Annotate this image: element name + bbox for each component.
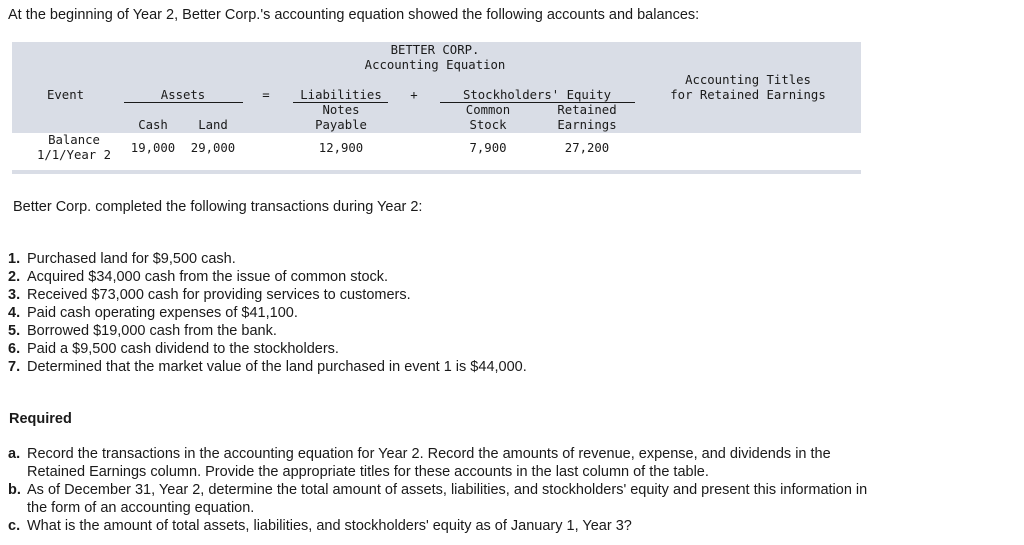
titles-header-line2: for Retained Earnings (670, 88, 826, 102)
item-text-line1: What is the amount of total assets, liabilities, and stockholders' equity as of January 1, Year 3? (27, 518, 632, 534)
cash-header: Cash (138, 118, 168, 132)
retained-earnings-balance: 27,200 (564, 141, 610, 155)
item-text-line1: Record the transactions in the accounting equation for Year 2. Record the amounts of revenue, expense, and dividends in the (27, 446, 831, 462)
row-label-line2: 1/1/Year 2 (36, 148, 112, 162)
land-balance: 29,000 (190, 141, 236, 155)
equity-header: Stockholders' Equity (462, 88, 612, 102)
notes-header-line2: Payable (315, 118, 367, 132)
item-text-line2: Retained Earnings column. Provide the appropriate titles for these accounts in the last column of the table. (27, 464, 709, 480)
row-label-line1: Balance (48, 133, 100, 147)
item-number: 2. (8, 269, 21, 285)
item-text: Paid a $9,500 cash dividend to the stockholders. (27, 341, 339, 357)
list-item (8, 358, 527, 376)
table-title-company: BETTER CORP. (390, 43, 480, 57)
item-text-line2: the form of an accounting equation. (27, 500, 255, 516)
list-item (8, 286, 527, 304)
titles-header-line1: Accounting Titles (685, 73, 811, 87)
table-title-equation: Accounting Equation (364, 58, 506, 72)
common-header-line2: Stock (469, 118, 507, 132)
item-number: 1. (8, 251, 21, 267)
land-header: Land (198, 118, 228, 132)
equals-sign: = (262, 88, 270, 102)
retained-header-line2: Earnings (557, 118, 617, 132)
required-heading: Required (9, 411, 72, 427)
item-number: 7. (8, 359, 21, 375)
item-text: Received $73,000 cash for providing services to customers. (27, 287, 411, 303)
required-item-c (8, 517, 632, 535)
item-number: 4. (8, 305, 21, 321)
transactions-intro: Better Corp. completed the following transactions during Year 2: (13, 199, 423, 215)
list-item (8, 304, 527, 322)
item-text: Purchased land for $9,500 cash. (27, 251, 236, 267)
list-item (8, 322, 527, 340)
item-text: Determined that the market value of the land purchased in event 1 is $44,000. (27, 359, 527, 375)
retained-header-line1: Retained (557, 103, 617, 117)
notes-payable-balance: 12,900 (318, 141, 364, 155)
required-item-a (8, 445, 831, 481)
liabilities-header: Liabilities (300, 88, 382, 102)
plus-sign: + (410, 88, 418, 102)
item-number: 6. (8, 341, 21, 357)
assets-header: Assets (160, 88, 206, 102)
list-item (8, 250, 527, 268)
notes-header-line1: Notes (322, 103, 360, 117)
intro-text: At the beginning of Year 2, Better Corp.'s accounting equation showed the following accounts and balances: (8, 7, 700, 23)
table-bottom-rule (12, 170, 861, 174)
event-header: Event (47, 88, 85, 102)
common-stock-balance: 7,900 (469, 141, 507, 155)
common-header-line1: Common (465, 103, 511, 117)
transactions-list (8, 250, 527, 376)
item-number: 3. (8, 287, 21, 303)
item-number: 5. (8, 323, 21, 339)
item-letter: b. (8, 482, 21, 498)
cash-balance: 19,000 (130, 141, 176, 155)
item-letter: a. (8, 446, 21, 462)
list-item (8, 340, 527, 358)
item-text-line1: As of December 31, Year 2, determine the total amount of assets, liabilities, and stockholders' equity and present this information in (27, 482, 868, 498)
item-text: Paid cash operating expenses of $41,100. (27, 305, 298, 321)
assets-underline (124, 102, 243, 103)
required-item-b (8, 481, 867, 517)
item-letter: c. (8, 518, 21, 534)
list-item (8, 268, 527, 286)
item-text: Acquired $34,000 cash from the issue of common stock. (27, 269, 389, 285)
item-text: Borrowed $19,000 cash from the bank. (27, 323, 277, 339)
